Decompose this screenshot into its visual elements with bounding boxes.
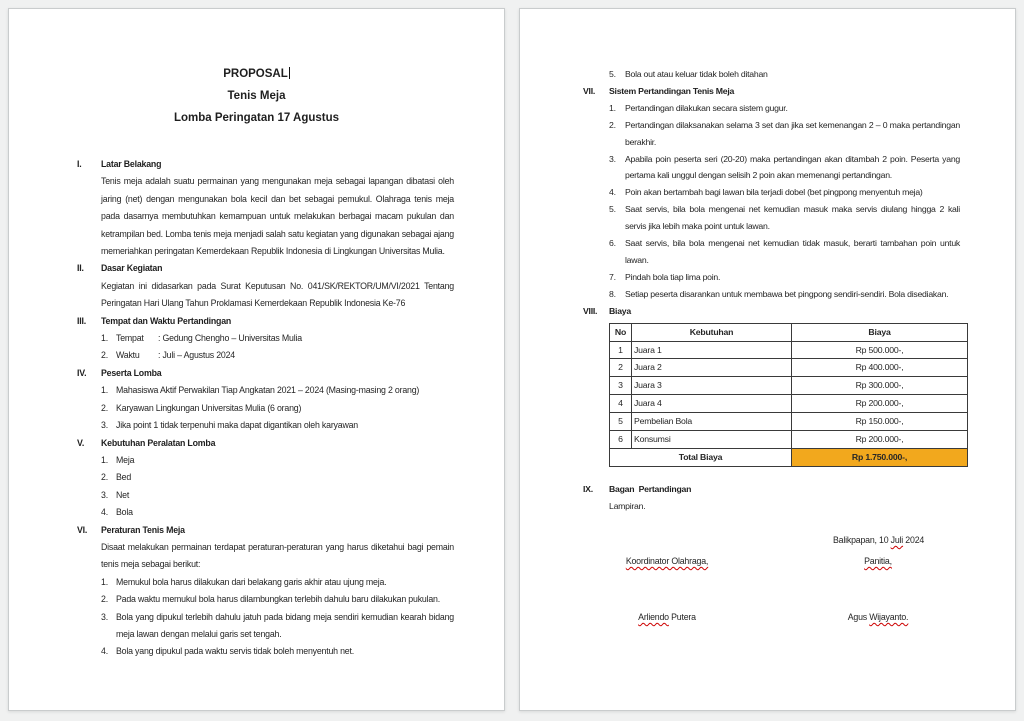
item-value: : Gedung Chengho – Universitas Mulia <box>158 333 302 344</box>
list-item <box>609 66 960 83</box>
list-item <box>609 286 960 303</box>
cell-no: 3 <box>610 377 632 395</box>
cell-biaya: Rp 500.000-, <box>792 341 968 359</box>
item-number: 1. <box>101 333 108 344</box>
list-item <box>609 235 960 269</box>
item-text: Jika point 1 tidak terpenuhi maka dapat digantikan oleh karyawan <box>116 420 358 431</box>
section-kebutuhan-peralatan <box>77 435 454 522</box>
list-item <box>101 469 454 486</box>
page2-content <box>520 9 1015 515</box>
name-wijayanto: Wijayanto. <box>869 612 909 622</box>
cell-kebutuhan: Juara 2 <box>632 359 792 377</box>
list-item <box>609 269 960 286</box>
list-item <box>609 151 960 185</box>
item-text: Memukul bola harus dilakukan dari belakang garis akhir atau ujung meja. <box>116 576 387 587</box>
name-agus: Agus <box>847 612 870 622</box>
title-event: Lomba Peringatan 17 Agustus <box>173 112 340 124</box>
cell-no: 5 <box>610 413 632 431</box>
document-page-1[interactable] <box>8 8 505 711</box>
section-title: Biaya <box>609 305 631 316</box>
section-number: II. <box>77 263 84 274</box>
item-text: Karyawan Lingkungan Universitas Mulia (6 orang) <box>116 402 302 413</box>
signature-role-left <box>597 556 737 566</box>
item-text <box>116 347 454 364</box>
section-title: Peserta Lomba <box>101 367 162 378</box>
section-title: Sistem Pertandingan Tenis Meja <box>609 85 735 96</box>
cell-kebutuhan: Juara 4 <box>632 395 792 413</box>
section-number: VII. <box>583 85 596 96</box>
role-koordinator: Koordinator Olahraga, <box>625 556 709 566</box>
carryover-list <box>609 66 960 83</box>
section-title: Dasar Kegiatan <box>101 263 163 274</box>
signature-date <box>833 535 924 545</box>
cell-biaya: Rp 400.000-, <box>792 359 968 377</box>
list-item <box>101 330 454 347</box>
section-number: III. <box>77 315 86 326</box>
item-number: 2. <box>101 350 108 361</box>
list-item <box>609 117 960 151</box>
item-text: Setiap peserta disarankan untuk membawa bet pingpong sendiri-sendiri. Bola disediakan. <box>625 288 949 299</box>
table-total-row <box>610 448 968 466</box>
item-number: 5. <box>609 69 616 79</box>
item-text: Poin akan bertambah bagi lawan bila terjadi dobel (bet pingpong menyentuh meja) <box>625 187 923 198</box>
section-number: V. <box>77 437 85 448</box>
item-number: 7. <box>609 271 616 282</box>
col-header-no: No <box>610 323 632 341</box>
item-number: 3. <box>609 153 616 164</box>
list-item <box>101 417 454 434</box>
section-sistem-pertandingan <box>583 83 960 303</box>
total-cost-value: Rp 1.750.000-, <box>792 448 968 466</box>
section-number: IV. <box>77 367 87 378</box>
list-item <box>101 400 454 417</box>
text-cursor <box>289 67 290 79</box>
item-label: Tempat <box>116 333 144 344</box>
section-number: VI. <box>77 524 88 535</box>
item-text: Saat servis, bila bola mengenai net kemudian masuk maka servis diulang hingga 2 kali servis jika lebih maka point untuk lawan. <box>625 204 960 232</box>
item-number: 1. <box>609 102 616 113</box>
table-row <box>610 341 968 359</box>
section-title: Bagan Pertandingan <box>609 483 692 494</box>
table-row <box>610 413 968 431</box>
signature-role-right <box>808 556 948 566</box>
cell-kebutuhan: Konsumsi <box>632 431 792 449</box>
cell-no: 2 <box>610 359 632 377</box>
cell-kebutuhan: Pembelian Bola <box>632 413 792 431</box>
document-title-block <box>9 63 504 129</box>
signature-name-right <box>808 612 948 622</box>
list-item <box>101 609 454 644</box>
document-page-2[interactable] <box>519 8 1016 711</box>
table-row <box>610 359 968 377</box>
item-text: Pertandingan dilaksanakan selama 3 set dan jika set kemenangan 2 – 0 maka pertandingan berakhir. <box>625 119 960 147</box>
item-number: 3. <box>101 420 108 431</box>
item-number: 3. <box>101 489 108 500</box>
section-number: IX. <box>583 483 593 494</box>
cell-kebutuhan: Juara 3 <box>632 377 792 395</box>
item-number: 2. <box>101 472 108 483</box>
list-item <box>101 591 454 608</box>
section-intro: Disaat melakukan permainan terdapat peraturan-peraturan yang harus diketahui bagi pemain tenis meja sebagai berikut: <box>101 541 454 570</box>
section-title: Peraturan Tenis Meja <box>101 524 185 535</box>
list-item <box>101 347 454 364</box>
section-latar-belakang <box>77 156 454 260</box>
section-biaya <box>583 303 960 320</box>
item-number: 5. <box>609 204 616 215</box>
table-header-row <box>610 323 968 341</box>
item-number: 6. <box>609 238 616 249</box>
item-text: Bola yang dipukul terlebih dahulu jatuh pada bidang meja sendiri kemudian kearah bidang meja lawan dengan melalui garis set tengah. <box>116 611 454 639</box>
item-number: 1. <box>101 454 108 465</box>
item-text: Pada waktu memukul bola harus dilambungkan terlebih dahulu baru dilakukan pukulan. <box>116 594 440 605</box>
table-row <box>610 395 968 413</box>
list-item <box>101 643 454 660</box>
list-item <box>101 574 454 591</box>
section-title: Kebutuhan Peralatan Lomba <box>101 437 216 448</box>
list-item <box>101 487 454 504</box>
list-item <box>609 100 960 117</box>
cell-kebutuhan: Juara 1 <box>632 341 792 359</box>
item-text: Bed <box>116 472 132 483</box>
section-peraturan <box>77 522 454 661</box>
cell-no: 1 <box>610 341 632 359</box>
section-dasar-kegiatan <box>77 260 454 312</box>
section-number: VIII. <box>583 305 598 316</box>
item-text: Pindah bola tiap lima poin. <box>625 271 721 282</box>
item-number: 2. <box>609 119 616 130</box>
item-value: : Juli – Agustus 2024 <box>158 350 235 361</box>
section-bagan-pertandingan <box>583 481 960 515</box>
item-number: 4. <box>101 646 108 657</box>
col-header-biaya: Biaya <box>792 323 968 341</box>
list-item <box>609 184 960 201</box>
role-panitia: Panitia, <box>864 556 892 566</box>
item-text: Saat servis, bila bola mengenai net kemudian tidak masuk, berarti tambahan poin untuk lawan. <box>625 238 960 265</box>
cell-no: 4 <box>610 395 632 413</box>
item-text: Bola yang dipukul pada waktu servis tidak boleh menyentuh net. <box>116 646 354 657</box>
list-item <box>101 504 454 521</box>
date-month: Juli <box>890 535 904 545</box>
item-number: 1. <box>101 385 108 396</box>
item-number: 4. <box>101 507 108 518</box>
item-text: Apabila poin peserta seri (20-20) maka pertandingan akan ditambah 2 poin. Peserta yang pertama kali unggul dengan selisih 2 poin akan memenangi pertandingan. <box>625 153 960 181</box>
list-item <box>609 201 960 235</box>
name-putera: Putera <box>668 612 696 622</box>
total-cost-label: Total Biaya <box>610 448 792 466</box>
cell-biaya: Rp 200.000-, <box>792 431 968 449</box>
date-prefix: Balikpapan, 10 <box>833 535 891 545</box>
cell-no: 6 <box>610 431 632 449</box>
item-number: 4. <box>609 187 616 198</box>
cell-biaya: Rp 200.000-, <box>792 395 968 413</box>
item-text: Pertandingan dilakukan secara sistem gugur. <box>625 102 788 113</box>
item-number: 1. <box>101 576 108 587</box>
item-text: Bola <box>116 507 133 518</box>
item-text: Bola out atau keluar tidak boleh ditahan <box>625 69 768 79</box>
item-number: 3. <box>101 611 108 622</box>
title-proposal-text: PROPOSAL <box>223 68 288 80</box>
table-row <box>610 431 968 449</box>
item-number: 2. <box>101 594 108 605</box>
list-item <box>101 452 454 469</box>
item-text <box>116 330 454 347</box>
page1-content <box>9 156 504 661</box>
section-number: I. <box>77 159 82 169</box>
cell-biaya: Rp 150.000-, <box>792 413 968 431</box>
item-number: 8. <box>609 288 616 299</box>
item-number: 2. <box>101 402 108 413</box>
section-paragraph: Tenis meja adalah suatu permainan yang mengunakan meja sebagai lapangan dibatasi oleh jaring (net) dengan mengunakan bola kecil dan bet sebagai pemukul. Olahraga tenis meja pada dasarnya membutuhkan kemampuan untuk melakukan berbagai macam pukulan dan ketrampilan bed. Lomba tenis meja menjadi salah satu kegiatan yang digunakan sebagai ajang memeriahkan peringatan Kemerdekaan Republik Indonesia di Lingkungan Universitas Mulia. <box>101 176 454 257</box>
lampiran-note: Lampiran. <box>609 500 646 511</box>
cost-table <box>609 323 968 467</box>
table-row <box>610 377 968 395</box>
section-peserta-lomba <box>77 365 454 435</box>
item-text: Net <box>116 489 130 500</box>
title-subject: Tenis Meja <box>227 90 286 102</box>
section-title: Latar Belakang <box>101 159 162 169</box>
signature-name-left <box>597 612 737 622</box>
section-tempat-waktu <box>77 313 454 365</box>
list-item <box>101 382 454 399</box>
name-arliendo: Arliendo <box>638 612 669 622</box>
date-year: 2024 <box>903 535 925 545</box>
cell-biaya: Rp 300.000-, <box>792 377 968 395</box>
item-text: Meja <box>116 454 135 465</box>
section-paragraph: Kegiatan ini didasarkan pada Surat Keputusan No. 041/SK/REKTOR/UM/VI/2021 Tentang Peringatan Hari Ulang Tahun Proklamasi Kemerdekaan Republik Indonesia Ke-76 <box>101 280 454 309</box>
col-header-kebutuhan: Kebutuhan <box>632 323 792 341</box>
item-label: Waktu <box>116 350 140 361</box>
title-proposal <box>9 63 504 85</box>
section-title: Tempat dan Waktu Pertandingan <box>101 315 232 326</box>
item-text: Mahasiswa Aktif Perwakilan Tiap Angkatan 2021 – 2024 (Masing-masing 2 orang) <box>116 385 420 396</box>
